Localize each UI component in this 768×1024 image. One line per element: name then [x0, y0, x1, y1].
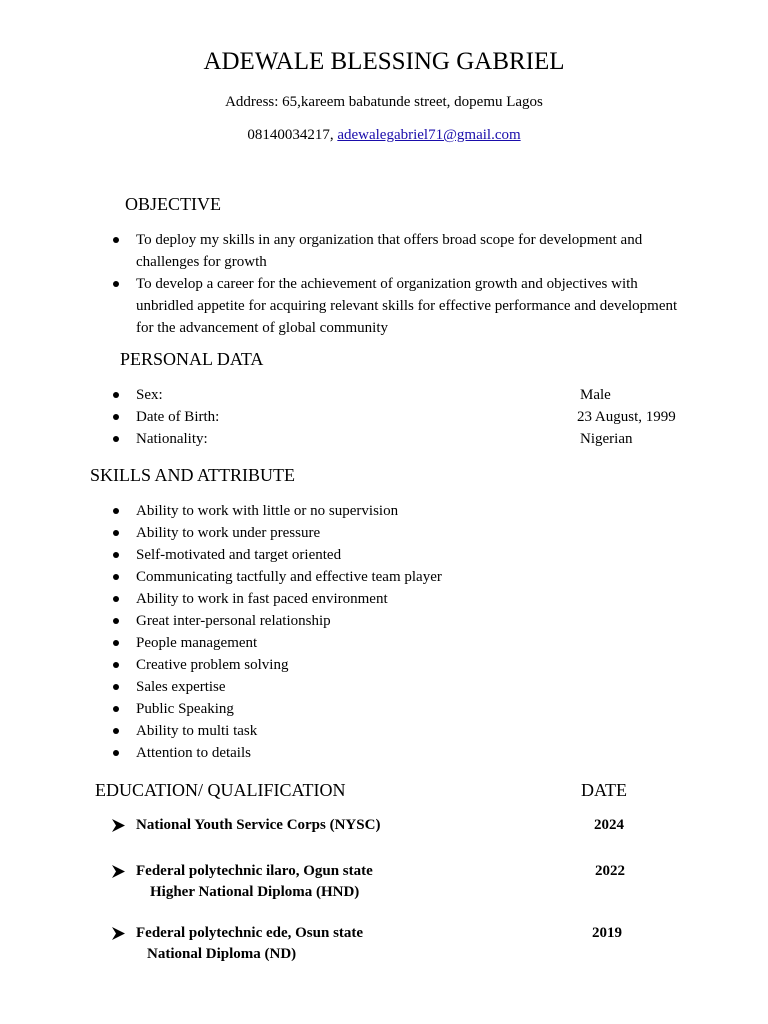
list-item: Attention to details: [0, 742, 442, 764]
objective-heading: OBJECTIVE: [125, 194, 221, 214]
education-year: 2019: [592, 925, 622, 941]
list-item-line: To deploy my skills in any organization that offers broad scope for development and: [136, 232, 643, 248]
list-item: Public Speaking: [0, 698, 442, 720]
contact-line: [0, 125, 768, 145]
arrowhead-bullet-icon: [111, 861, 127, 882]
list-item-line: for the advancement of global community: [136, 320, 389, 336]
list-item-line: challenges for growth: [136, 254, 267, 270]
personal-value: Male: [580, 387, 611, 403]
list-item: Sales expertise: [0, 676, 442, 698]
education-institution: Federal polytechnic ede, Osun state: [136, 925, 364, 941]
personal-row-sex: [0, 384, 768, 406]
personal-data-heading: PERSONAL DATA: [120, 349, 264, 369]
education-institution: Federal polytechnic ilaro, Ogun state: [136, 863, 373, 879]
list-item: People management: [0, 632, 442, 654]
personal-row-dob: [0, 406, 768, 428]
education-institution: National Youth Service Corps (NYSC): [136, 817, 381, 833]
list-item: Self-motivated and target oriented: [0, 544, 442, 566]
list-item: Ability to work in fast paced environment: [0, 588, 442, 610]
list-item: Ability to work with little or no supervision: [0, 500, 442, 522]
personal-label: Date of Birth:: [136, 409, 220, 425]
personal-value: Nigerian: [580, 431, 633, 447]
list-item: Great inter-personal relationship: [0, 610, 442, 632]
objective-list: [0, 229, 677, 339]
skills-heading: SKILLS AND ATTRIBUTE: [90, 465, 296, 485]
personal-value: 23 August, 1999: [577, 409, 676, 425]
arrowhead-bullet-icon: [111, 815, 127, 836]
list-item: Ability to work under pressure: [0, 522, 442, 544]
resume-name: ADEWALE BLESSING GABRIEL: [203, 48, 565, 75]
list-item-line: unbridled appetite for acquiring relevant skills for effective performance and development: [136, 298, 678, 314]
personal-label: Nationality:: [136, 431, 208, 447]
list-item: [0, 229, 677, 273]
phone-number: 08140034217,: [247, 127, 338, 143]
list-item: [0, 273, 677, 339]
date-heading: DATE: [581, 780, 627, 800]
personal-data-list: [0, 384, 768, 450]
list-item-line: To develop a career for the achievement of organization growth and objectives with: [136, 276, 638, 292]
list-item: Communicating tactfully and effective team player: [0, 566, 442, 588]
education-qualification: Higher National Diploma (HND): [150, 884, 360, 900]
skills-list: [0, 500, 442, 764]
education-year: 2022: [595, 863, 625, 879]
personal-row-nationality: [0, 428, 768, 450]
personal-label: Sex:: [136, 387, 163, 403]
arrowhead-bullet-icon: [111, 923, 127, 944]
education-qualification: National Diploma (ND): [147, 946, 297, 962]
list-item: Ability to multi task: [0, 720, 442, 742]
address-line: Address: 65,kareem babatunde street, dopemu Lagos: [225, 94, 543, 110]
education-year: 2024: [594, 817, 624, 833]
list-item: Creative problem solving: [0, 654, 442, 676]
education-heading: EDUCATION/ QUALIFICATION: [95, 780, 346, 800]
email-link[interactable]: adewalegabriel71@gmail.com: [337, 127, 521, 143]
